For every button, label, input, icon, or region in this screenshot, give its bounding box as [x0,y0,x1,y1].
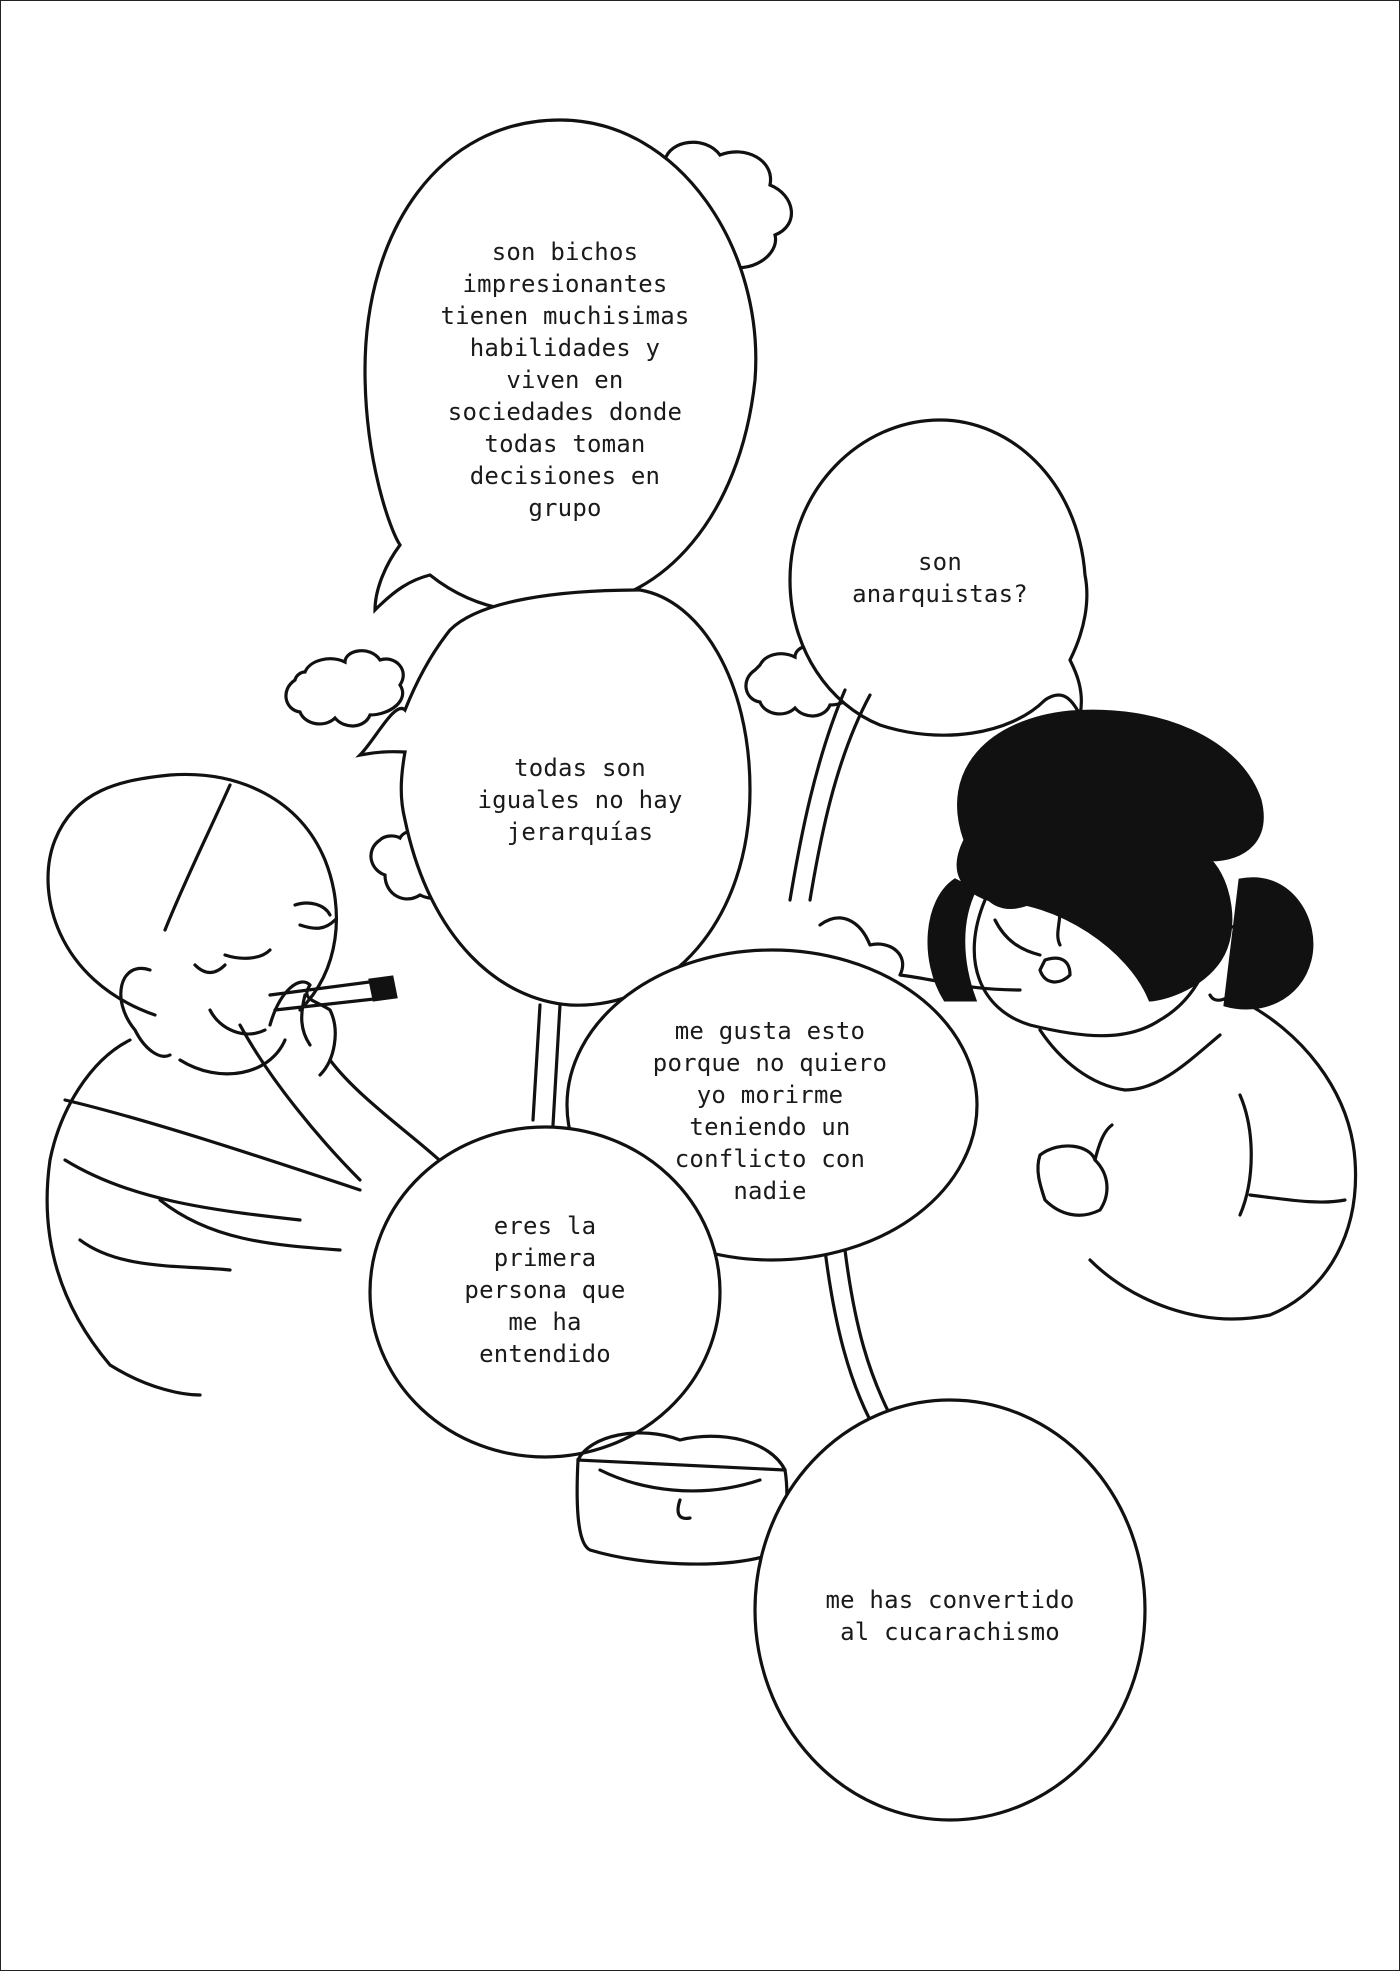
speech-bubble-6-text: me has convertido al cucarachismo [825,1586,1075,1646]
speech-bubble-5-text: eres la primera persona que me ha entendido [464,1212,626,1368]
speech-bubble-3-text: todas son iguales no hay jerarquías [477,754,683,846]
speech-bubble-2-text: son anarquistas? [852,548,1028,608]
speech-bubble-1-text: son bichos impresionantes tienen muchisimas habilidades y viven en sociedades donde todas toman decisiones en grupo [440,238,690,522]
speech-bubble-4-text: me gusta esto porque no quiero yo morirme teniendo un conflicto con nadie [652,1017,888,1205]
